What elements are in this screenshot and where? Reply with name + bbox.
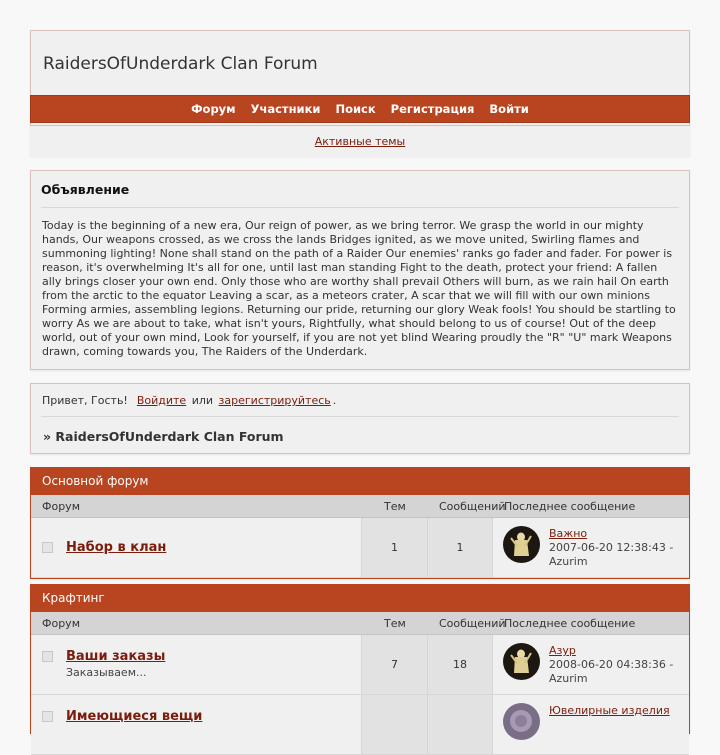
breadcrumb: » RaidersOfUnderdark Clan Forum — [43, 429, 284, 444]
last-post-link[interactable]: Азур — [549, 644, 576, 657]
forum-row — [31, 695, 689, 755]
last-post-author: Azurim — [549, 672, 588, 685]
posts-cell — [428, 695, 493, 754]
nav-forum[interactable]: Форум — [191, 102, 236, 116]
greeting-text: Привет, Гость! — [42, 394, 128, 407]
forum-link[interactable]: Имеющиеся вещи — [66, 709, 203, 724]
col-forum: Форум — [42, 500, 80, 513]
last-post-date: 2008-06-20 04:38:36 - — [549, 658, 674, 671]
col-forum: Форум — [42, 617, 80, 630]
announcement-box — [30, 170, 690, 370]
forum-row — [31, 635, 689, 695]
category-title: Крафтинг — [31, 585, 689, 612]
last-post-cell — [493, 518, 689, 577]
last-post-author: Azurim — [549, 555, 588, 568]
announcement-title: Объявление — [41, 182, 130, 197]
col-last-post: Последнее сообщение — [504, 500, 636, 513]
forum-header — [30, 30, 690, 156]
avatar[interactable] — [503, 526, 540, 563]
topic-count: 7 — [391, 658, 398, 671]
post-count: 1 — [456, 541, 464, 554]
category-title: Основной форум — [31, 468, 689, 495]
divider — [41, 207, 679, 208]
register-link[interactable]: зарегистрируйтесь — [218, 394, 331, 407]
post-count: 18 — [453, 658, 467, 671]
category-main — [30, 467, 690, 579]
nav-members[interactable]: Участники — [250, 102, 321, 116]
last-post-meta — [549, 541, 689, 569]
site-title: RaidersOfUnderdark Clan Forum — [43, 54, 318, 74]
topics-cell — [362, 518, 428, 577]
col-posts: Сообщений — [439, 500, 506, 513]
last-post-cell — [493, 635, 689, 694]
forum-cell — [31, 518, 362, 577]
col-last-post: Последнее сообщение — [504, 617, 636, 630]
sub-navbar — [30, 125, 690, 157]
forum-description: Заказываем... — [66, 666, 147, 679]
column-header-row — [31, 495, 689, 518]
nav-register[interactable]: Регистрация — [390, 102, 475, 116]
forum-link[interactable]: Набор в клан — [66, 540, 167, 555]
welcome-line — [42, 394, 336, 407]
topic-count — [362, 695, 427, 718]
forum-cell — [31, 635, 362, 694]
welcome-box — [30, 383, 690, 454]
forum-status-icon — [42, 542, 53, 553]
forum-status-icon — [42, 711, 53, 722]
divider — [41, 416, 679, 417]
forum-status-icon — [42, 651, 53, 662]
post-count — [428, 695, 492, 718]
col-topics: Тем — [384, 500, 406, 513]
avatar[interactable] — [503, 703, 540, 740]
announcement-text: Today is the beginning of a new era, Our reign of power, as we bring terror. We grasp the world in our mighty hands, Our weapons crossed, as we cross the lands Bridges ignited, as we move united, Swirling flames and summoning lighting! None shall stand on the path of a Raider Our enemies' ranks go fader and fader. For power is reason, it's overwhelming It's all for one, until last man standing Fight to the death, protect your friend: A fallen ally brings closer your own end. Only those who are worthy shall prevail Others will burn, as we rain hail On earth from the arctic to the equator Leaving a scar, as a meteors crater, A scar that we will fill with our own minions Forming armies, assembling legions. Returning our pride, returning our glory Weak fools! You should be startling to worry As we are about to take, what isn't yours, Rightfully, what should belong to us of course! Out of the deep world, out of your own mind, Look for yourself, if you are not yet blind Wearing proudly the "R" "U" mark Weapons drawn, coming towards you, The Raiders of the Underdark. — [42, 219, 676, 358]
main-navbar — [30, 95, 690, 123]
nav-search[interactable]: Поиск — [335, 102, 376, 116]
col-topics: Тем — [384, 617, 406, 630]
nav-login[interactable]: Войти — [489, 102, 529, 116]
posts-cell — [428, 518, 493, 577]
forum-row — [31, 518, 689, 578]
avatar[interactable] — [503, 643, 540, 680]
last-post-date: 2007-06-20 12:38:43 - — [549, 541, 674, 554]
posts-cell — [428, 635, 493, 694]
topics-cell — [362, 635, 428, 694]
column-header-row — [31, 612, 689, 635]
forum-cell — [31, 695, 362, 754]
topic-count: 1 — [391, 541, 398, 554]
forum-link[interactable]: Ваши заказы — [66, 649, 166, 664]
or-text: или — [191, 394, 214, 407]
last-post-link[interactable]: Ювелирные изделия — [549, 704, 670, 717]
login-link[interactable]: Войдите — [136, 394, 187, 407]
last-post-meta — [549, 658, 689, 686]
period-text: . — [332, 394, 337, 407]
last-post-link[interactable]: Важно — [549, 527, 588, 540]
active-topics-link[interactable]: Активные темы — [314, 135, 406, 148]
col-posts: Сообщений — [439, 617, 506, 630]
topics-cell — [362, 695, 428, 754]
last-post-cell — [493, 695, 689, 754]
category-crafting — [30, 584, 690, 734]
